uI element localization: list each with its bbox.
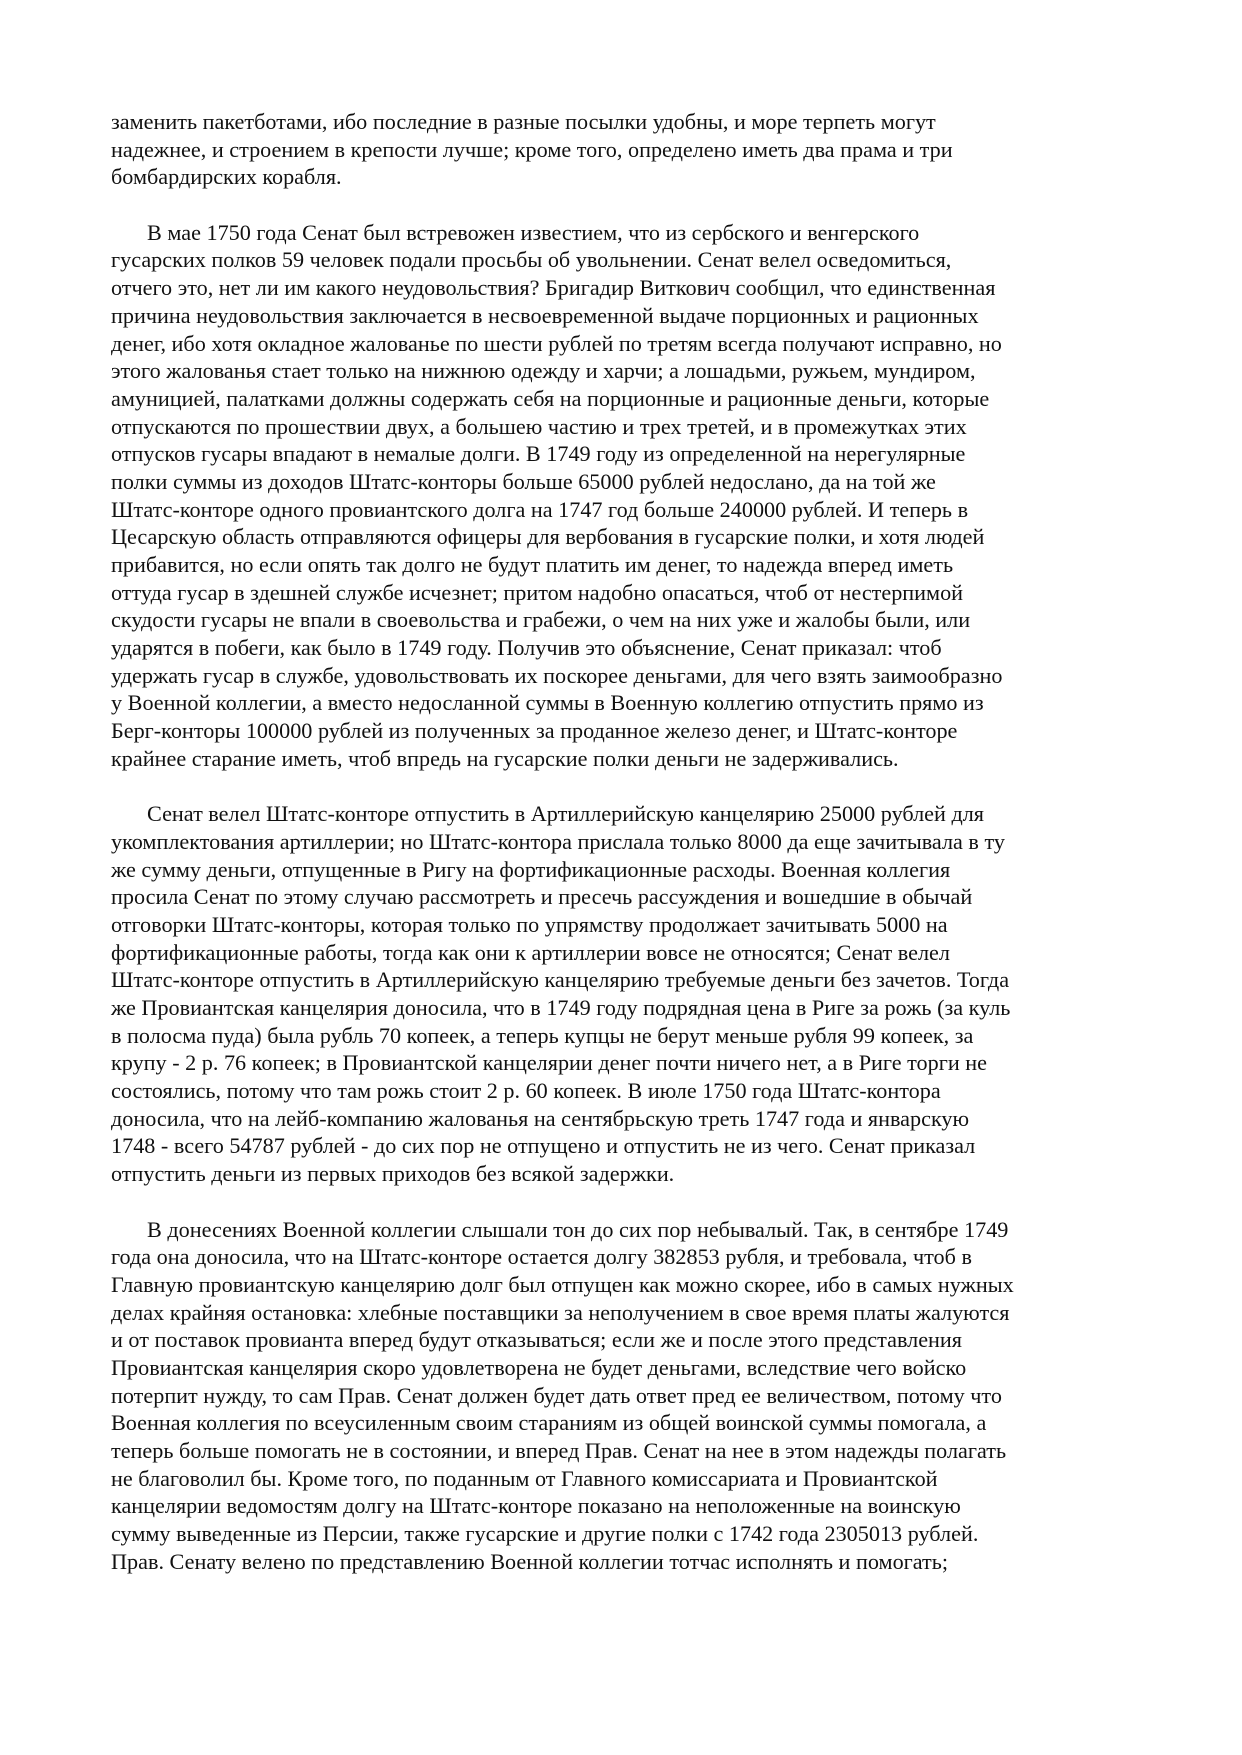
text-line: отпусков гусары впадают в немалые долги. В 1749 году из определенной на нерегулярные <box>111 441 966 467</box>
text-line: укомплектования артиллерии; но Штатс-контора прислала только 8000 да еще зачитывала в ту <box>111 828 1005 854</box>
text-line: оттуда гусар в здешней службе исчезнет; притом надобно опасаться, чтоб от нестерпимой <box>111 579 964 605</box>
text-line: заменить пакетботами, ибо последние в разные посылки удобны, и море терпеть могут <box>111 109 936 134</box>
text-line: у Военной коллегии, а вместо недосланной суммы в Военную коллегию отпустить прямо из <box>111 690 984 716</box>
text-line: 1748 - всего 54787 рублей - до сих пор не отпущено и отпустить не из чего. Сенат приказал <box>111 1133 976 1159</box>
text-line: амуницией, палатками должны содержать себя на порционные и рационные деньги, которые <box>111 385 990 411</box>
text-line: отпускаются по прошествии двух, а большею частию и трех третей, и в промежутках этих <box>111 413 967 439</box>
text-line: этого жалованья стает только на нижнюю одежду и харчи; а лошадьми, ружьем, мундиром, <box>111 358 976 384</box>
text-line: же сумму деньги, отпущенные в Ригу на фортификационные расходы. Военная коллегия <box>111 856 951 882</box>
text-line: Штатс-конторе отпустить в Артиллерийскую канцелярию требуемые деньги без зачетов. Тогда <box>111 967 1010 993</box>
text-line: гусарских полков 59 человек подали просьбы об увольнении. Сенат велел осведомиться, <box>111 247 952 273</box>
text-line: прибавится, но если опять так долго не будут платить им денег, то надежда вперед иметь <box>111 552 954 577</box>
text-line: канцелярии ведомостям долгу на Штатс-конторе показано на неположенные на воинскую <box>111 1493 961 1519</box>
text-line: удержать гусар в службе, удовольствовать их поскорее деньгами, для чего взять заимообразно <box>111 662 1003 688</box>
paragraph-4 <box>111 1216 1141 1576</box>
text-line: же Провиантская канцелярия доносила, что в 1749 году подрядная цена в Риге за рожь (за куль <box>111 995 1011 1020</box>
text-line: потерпит нужду, то сам Прав. Сенат должен будет дать ответ пред ее величеством, потому что <box>111 1382 1002 1408</box>
text-line: скудости гусары не впали в своевольства и грабежи, о чем на них уже и жалобы были, или <box>111 607 971 633</box>
text-line: надежнее, и строением в крепости лучше; кроме того, определено иметь два прама и три <box>111 136 953 162</box>
text-line: просила Сенат по этому случаю рассмотреть и пресечь рассуждения и вошедшие в обычай <box>111 884 973 910</box>
text-line: Цесарскую область отправляются офицеры для вербования в гусарские полки, и хотя людей <box>111 524 985 550</box>
text-line: делах крайняя остановка: хлебные поставщики за неполучением в свое время платы жалуются <box>111 1299 1010 1325</box>
text-line: и от поставок провианта вперед будут отказываться; если же и после этого представления <box>111 1327 962 1353</box>
text-line: причина неудовольствия заключается в несвоевременной выдаче порционных и рационных <box>111 302 979 328</box>
text-line: Военная коллегия по всеусиленным своим стараниям из общей воинской суммы помогала, а <box>111 1410 987 1436</box>
text-line: крайнее старание иметь, чтоб впредь на гусарские полки деньги не задерживались. <box>111 745 899 771</box>
text-line: Прав. Сенату велено по представлению Военной коллегии тотчас исполнять и помогать; <box>111 1548 949 1574</box>
text-line: отговорки Штатс-конторы, которая только по упрямству продолжает зачитывать 5000 на <box>111 911 948 937</box>
text-line: отчего это, нет ли им какого неудовольствия? Бригадир Виткович сообщил, что единственная <box>111 275 996 301</box>
text-line: В мае 1750 года Сенат был встревожен известием, что из сербского и венгерского <box>147 219 920 245</box>
text-line: Сенат велел Штатс-конторе отпустить в Артиллерийскую канцелярию 25000 рублей для <box>147 801 985 827</box>
text-line: теперь больше помогать не в состоянии, и вперед Прав. Сенат на нее в этом надежды полагать <box>111 1438 1007 1463</box>
text-line: бомбардирских корабля. <box>111 164 342 190</box>
text-line: крупу - 2 р. 76 копеек; в Провиантской канцелярии денег почти ничего нет, а в Риге торги не <box>111 1050 987 1076</box>
text-line: фортификационные работы, тогда как они к артиллерии вовсе не относятся; Сенат велел <box>111 939 950 965</box>
text-line: ударятся в побеги, как было в 1749 году. Получив это объяснение, Сенат приказал: чтоб <box>111 635 942 661</box>
text-line: денег, ибо хотя окладное жалованье по шести рублей по третям всегда получают исправно, но <box>111 330 1002 356</box>
text-line: года она доносила, что на Штатс-конторе остается долгу 382853 рубля, и требовала, чтоб в <box>111 1244 972 1270</box>
paragraph-1 <box>111 108 1141 191</box>
text-line: Штатс-конторе одного провиантского долга на 1747 год больше 240000 рублей. И теперь в <box>111 496 969 522</box>
text-line: полки суммы из доходов Штатс-конторы больше 65000 рублей недослано, да на той же <box>111 468 936 494</box>
text-line: сумму выведенные из Персии, также гусарские и другие полки с 1742 года 2305013 рублей. <box>111 1521 979 1547</box>
paragraph-2 <box>111 219 1141 773</box>
document-page <box>111 108 1141 1603</box>
text-line: не благоволил бы. Кроме того, по поданным от Главного комиссариата и Провиантской <box>111 1465 938 1491</box>
text-line: отпустить деньги из первых приходов без всякой задержки. <box>111 1161 675 1187</box>
text-line: Берг-конторы 100000 рублей из полученных за проданное железо денег, и Штатс-конторе <box>111 718 958 744</box>
text-line: Провиантская канцелярия скоро удовлетворена не будет деньгами, вследствие чего войско <box>111 1354 967 1380</box>
paragraph-3 <box>111 800 1141 1188</box>
text-line: доносила, что на лейб-компанию жалованья на сентябрьскую треть 1747 года и январскую <box>111 1105 970 1131</box>
text-line: состоялись, потому что там рожь стоит 2 р. 60 копеек. В июле 1750 года Штатс-контора <box>111 1078 941 1104</box>
text-line: В донесениях Военной коллегии слышали тон до сих пор небывалый. Так, в сентябре 1749 <box>147 1216 1009 1242</box>
text-line: Главную провиантскую канцелярию долг был отпущен как можно скорее, ибо в самых нужных <box>111 1271 1014 1297</box>
text-line: в полосма пуда) была рубль 70 копеек, а теперь купцы не берут меньше рубля 99 копеек, за <box>111 1022 974 1048</box>
